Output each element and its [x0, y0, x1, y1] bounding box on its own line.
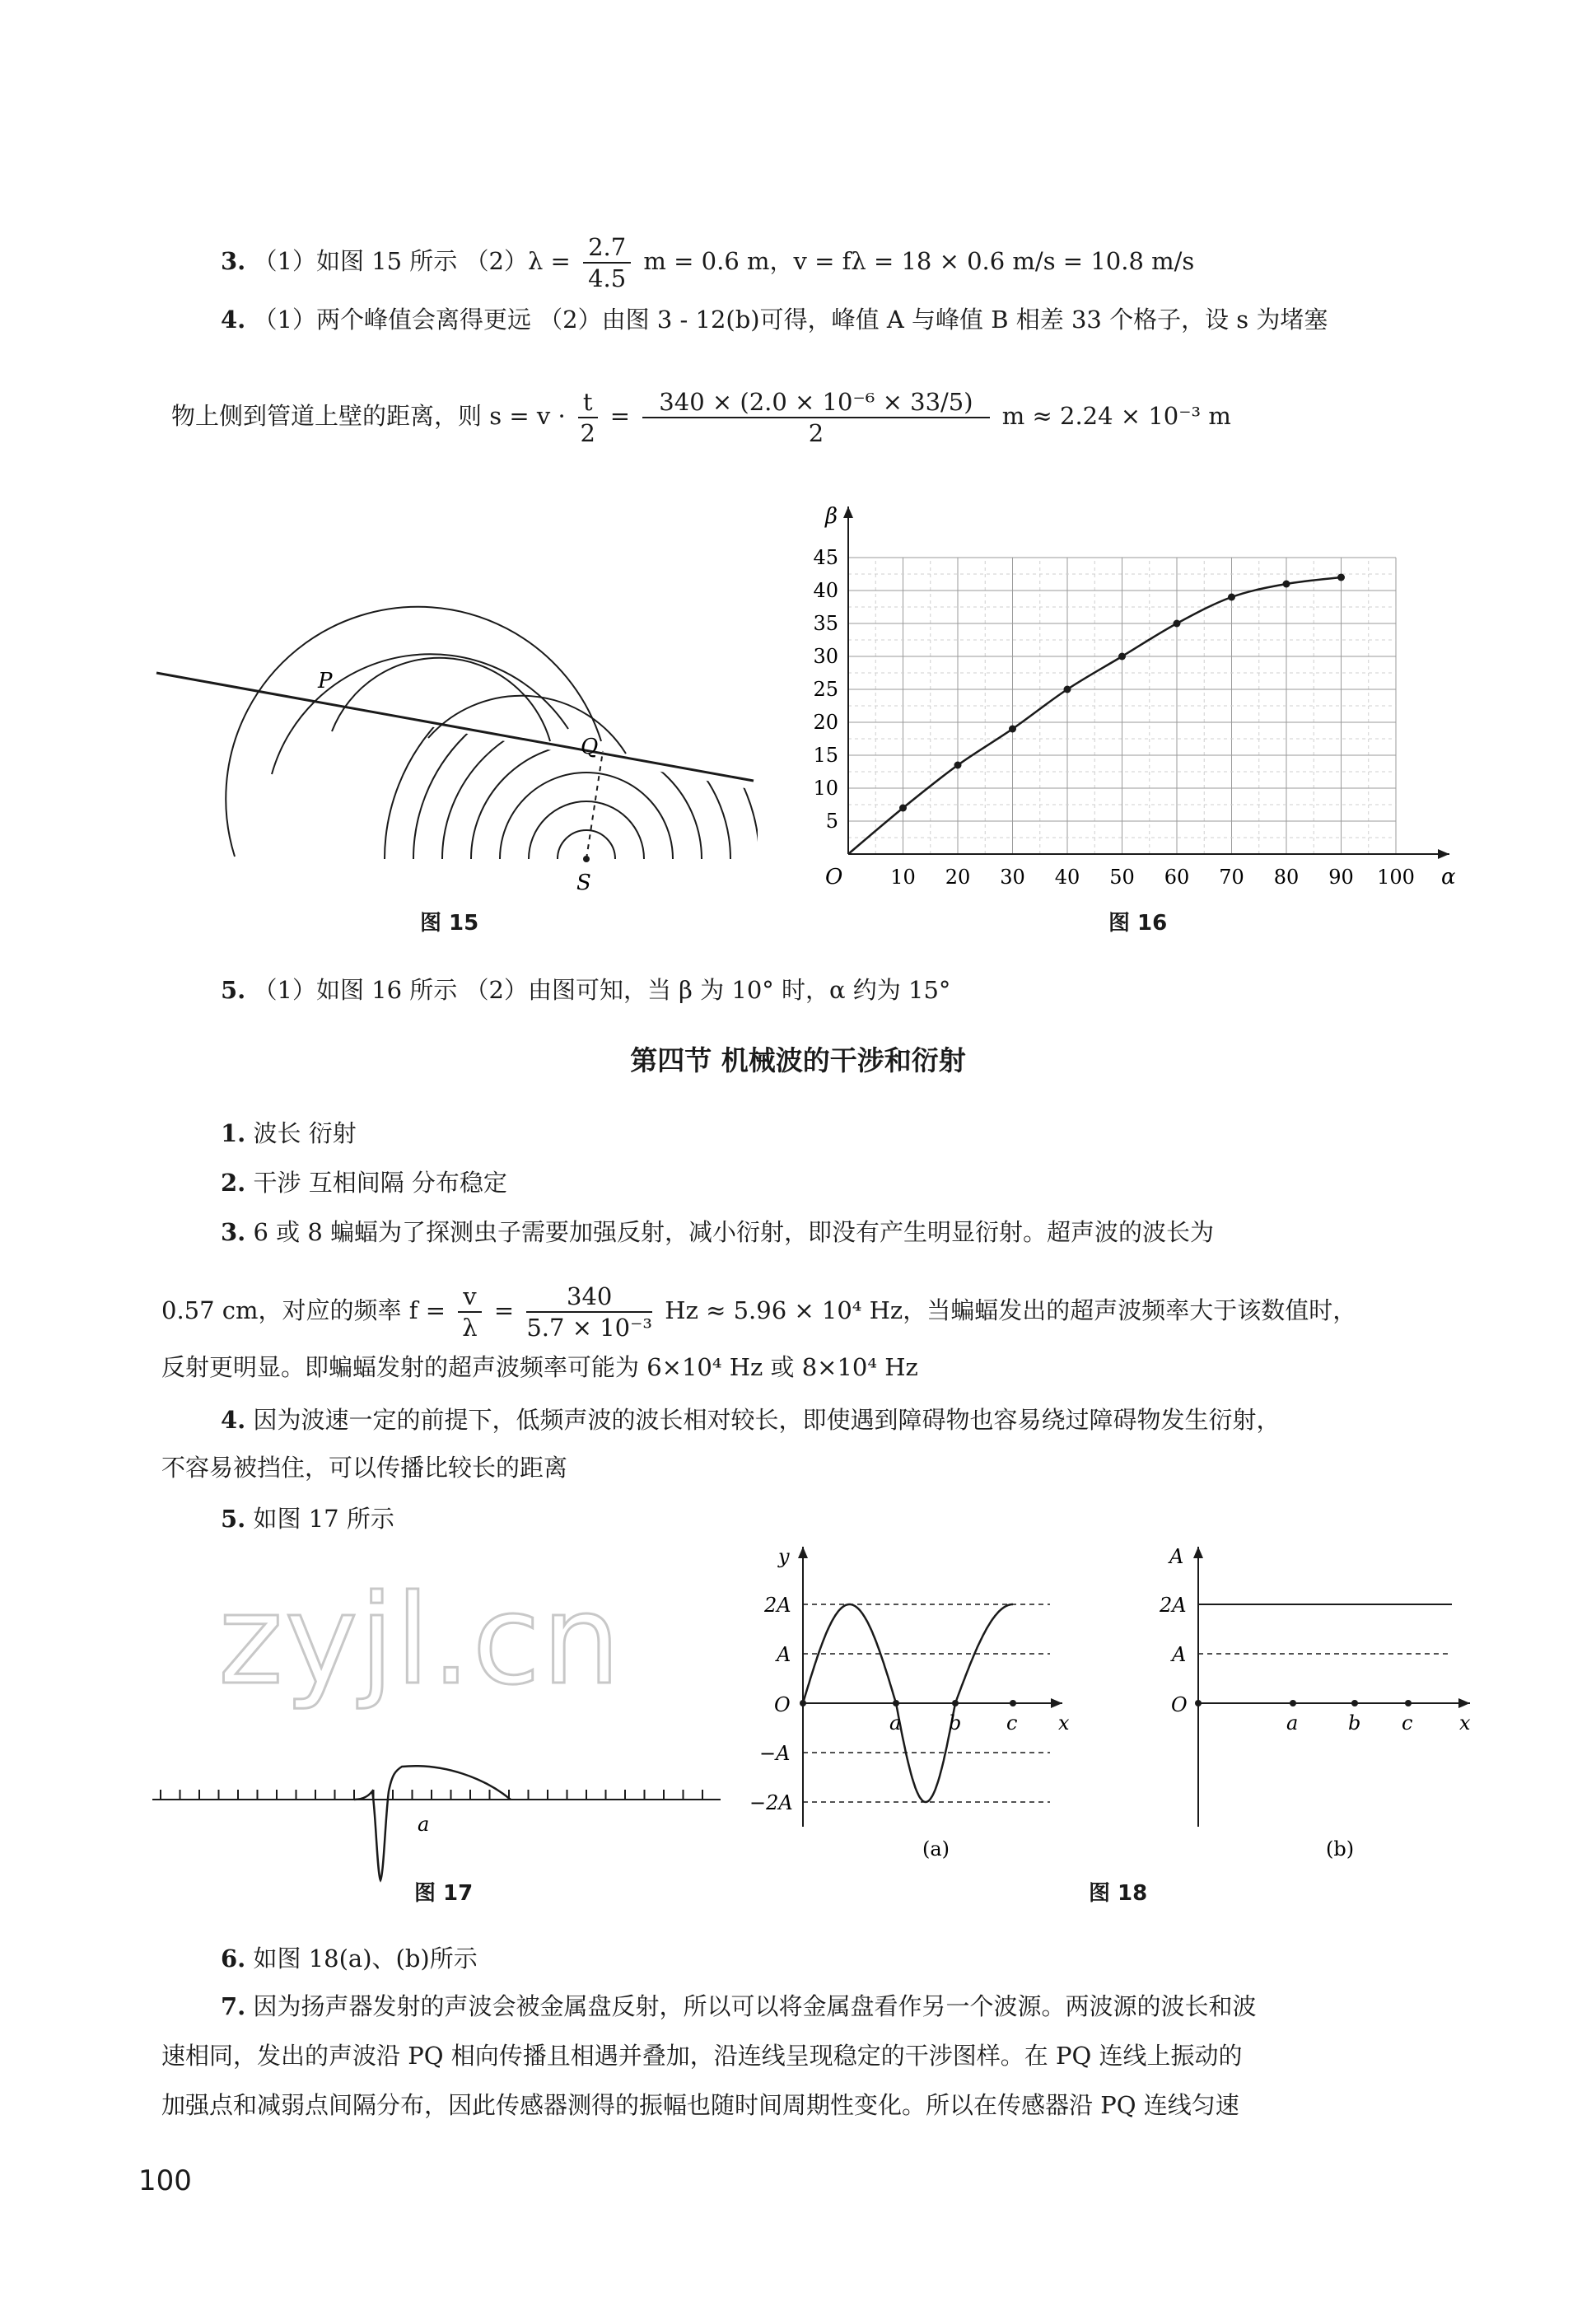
fig18a-label-a: a	[889, 1711, 902, 1734]
q4-frac-big-bot: 2	[808, 419, 824, 447]
fig18a-xlabel: x	[1058, 1711, 1070, 1734]
fig16-data-point	[899, 805, 907, 812]
fig17-label-a: a	[418, 1813, 430, 1836]
s2-q2-text: 干涉 互相间隔 分布稳定	[253, 1169, 507, 1197]
q3-text-b: m = 0.6 m，v = fλ = 18 × 0.6 m/s = 10.8 m/s	[643, 247, 1195, 275]
s2-q3-frac-v	[458, 1282, 481, 1342]
q3-text-a: （1）如图 15 所示 （2）λ =	[253, 247, 571, 275]
fig16-axes	[843, 507, 1449, 859]
s2-q6-line	[221, 1942, 478, 1975]
q3-number: 3.	[221, 247, 246, 275]
s2-q7-line-2	[161, 2039, 1242, 2072]
s2-q1-line	[221, 1117, 357, 1150]
fig18a-origin: O	[774, 1693, 791, 1716]
q4-text-2a: 物上侧到管道上壁的距离，则 s = v ·	[171, 402, 566, 430]
s2-q7-text-1: 因为扬声器发射的声波会被金属盘反射，所以可以将金属盘看作另一个波源。两波源的波长和波	[253, 1992, 1257, 2020]
fig18b-tick-a: A	[1172, 1643, 1187, 1666]
q4-frac-t-top: t	[578, 387, 598, 418]
s2-q5-line	[221, 1502, 394, 1535]
fig16-ytick-label: 15	[813, 744, 838, 767]
fig15-arc-3	[500, 773, 673, 859]
s2-q7-number: 7.	[221, 1992, 246, 2020]
s2-q3-frac-n-top: 340	[526, 1282, 652, 1313]
q4-text-1: （1）两个峰值会离得更远 （2）由图 3 - 12(b)可得，峰值 A 与峰值 B 相差 33 个格子，设 s 为堵塞	[253, 306, 1328, 334]
fig16-xtick-label: 10	[890, 866, 916, 889]
fig16-ytick-label: 25	[813, 678, 838, 701]
s2-q1-number: 1.	[221, 1119, 246, 1147]
s2-q4-number: 4.	[221, 1406, 246, 1434]
q4-frac-t	[578, 387, 598, 448]
fig16-origin: O	[825, 865, 843, 889]
fig16-data-point	[1337, 574, 1345, 581]
s2-q3-number: 3.	[221, 1218, 246, 1246]
q4-frac-big	[642, 387, 989, 448]
s2-q4-line-1	[221, 1403, 1281, 1436]
fig16-grid	[848, 558, 1396, 854]
fig16-ytick-label: 20	[813, 711, 838, 734]
fig18a-point-b	[952, 1700, 959, 1706]
s2-q7-line-1	[221, 1990, 1257, 2023]
q5-number: 5.	[221, 976, 246, 1004]
q5-text: （1）如图 16 所示 （2）由图可知，当 β 为 10° 时，α 约为 15°	[253, 976, 951, 1004]
s2-q3-frac-n-bot: 5.7 × 10⁻³	[526, 1314, 653, 1342]
figure-18b	[1153, 1538, 1482, 1860]
fig18b-xlabel: x	[1459, 1711, 1471, 1734]
fig18a-tick-neg-a: −A	[759, 1742, 791, 1765]
s2-q3-text-1: 6 或 8 蝙蝠为了探测虫子需要加强反射，减小衍射，即没有产生明显衍射。超声波的波长为	[253, 1218, 1215, 1246]
fig18b-point-b	[1351, 1700, 1358, 1706]
fig15-caption: 图 15	[420, 911, 479, 936]
figure-15	[156, 651, 782, 898]
s2-q4-text-1: 因为波速一定的前提下，低频声波的波长相对较长，即使遇到障碍物也容易绕过障碍物发生衍射，	[253, 1406, 1281, 1434]
s2-q5-number: 5.	[221, 1505, 246, 1533]
q4-line-1	[221, 303, 1328, 336]
s2-q4-line-2	[161, 1451, 567, 1484]
q4-text-2b: m ≈ 2.24 × 10⁻³ m	[1001, 402, 1231, 430]
s2-q3-frac-n	[526, 1282, 652, 1342]
fig16-data-point	[1118, 653, 1126, 661]
fig17-caption: 图 17	[414, 1881, 474, 1906]
fig15-reflector-line	[156, 673, 754, 781]
s2-q7-text-3: 加强点和减弱点间隔分布，因此传感器测得的振幅也随时间周期性变化。所以在传感器沿 PQ 连线匀速	[161, 2091, 1239, 2119]
q5-line	[221, 973, 950, 1006]
q3-line	[221, 232, 1194, 293]
q4-frac-big-top: 340 × (2.0 × 10⁻⁶ × 33/5)	[642, 387, 989, 418]
s2-q3-frac-v-top: v	[458, 1282, 481, 1313]
fig18a-ylabel: y	[778, 1545, 790, 1568]
fig15-reflected-arc-1	[332, 658, 550, 741]
s2-q3-equals: =	[493, 1296, 515, 1324]
fig16-xtick-label: 80	[1273, 866, 1300, 889]
fig18b-origin: O	[1171, 1693, 1188, 1716]
fig16-ytick-label: 35	[813, 612, 838, 635]
figure-18a	[749, 1538, 1079, 1860]
q3-frac-bot: 4.5	[588, 264, 627, 292]
fig17-pulse	[354, 1766, 511, 1880]
fig16-ytick-label: 5	[825, 810, 838, 833]
s2-q3-line-1	[221, 1216, 1214, 1249]
fig15-reflected-arc-2	[272, 654, 568, 774]
fig16-data-point	[1283, 581, 1290, 588]
fig15-label-s: S	[576, 871, 591, 895]
fig16-xtick-label: 50	[1109, 866, 1135, 889]
figure-16	[782, 498, 1458, 959]
q3-fraction	[583, 232, 631, 293]
s2-q6-number: 6.	[221, 1945, 246, 1973]
fig17-ticks	[161, 1790, 702, 1800]
fig16-data-point	[954, 762, 962, 769]
fig15-label-p: P	[318, 669, 333, 693]
fig18a-origin-dot	[800, 1700, 806, 1706]
s2-q2-number: 2.	[221, 1169, 246, 1197]
fig16-xtick-label: 70	[1219, 866, 1244, 889]
fig16-data-point	[1228, 594, 1235, 601]
fig18a-tick-a: A	[777, 1643, 791, 1666]
fig15-label-q: Q	[581, 735, 599, 759]
fig18a-label-c: c	[1006, 1711, 1018, 1734]
fig18b-ylabel: A	[1169, 1545, 1184, 1568]
page-number: 100	[138, 2164, 192, 2197]
s2-q7-text-2: 速相同，发出的声波沿 PQ 相向传播且相遇并叠加，沿连线呈现稳定的干涉图样。在 PQ 连线上振动的	[161, 2042, 1243, 2070]
s2-q1-text: 波长 衍射	[253, 1119, 357, 1147]
fig16-caption: 图 16	[1108, 911, 1168, 936]
fig18b-tick-2a: 2A	[1160, 1594, 1187, 1617]
s2-q6-text: 如图 18(a)、(b)所示	[253, 1945, 478, 1973]
fig16-xtick-label: 90	[1328, 866, 1354, 889]
fig18b-label-a: a	[1286, 1711, 1299, 1734]
s2-q3-frac-v-bot: λ	[462, 1314, 478, 1342]
s2-q3-text-3: 反射更明显。即蝙蝠发射的超声波频率可能为 6×10⁴ Hz 或 8×10⁴ Hz	[161, 1353, 918, 1381]
section-heading: 第四节 机械波的干涉和衍射	[630, 1044, 966, 1076]
s2-q7-line-3	[161, 2089, 1239, 2122]
fig18a-tick-2a: 2A	[764, 1594, 791, 1617]
q4-frac-t-bot: 2	[580, 419, 595, 447]
fig18b-origin-dot	[1195, 1700, 1202, 1706]
fig18b-point-c	[1405, 1700, 1412, 1706]
fig16-ylabel: β	[825, 504, 838, 529]
fig15-source-point	[583, 856, 590, 862]
fig18a-sublabel: (a)	[922, 1837, 950, 1860]
s2-q4-text-2: 不容易被挡住，可以传播比较长的距离	[161, 1454, 568, 1482]
fig18a-tick-neg-2a: −2A	[749, 1791, 793, 1814]
fig18b-sublabel: (b)	[1326, 1837, 1355, 1860]
s2-q2-line	[221, 1166, 507, 1199]
q4-number: 4.	[221, 306, 246, 334]
fig16-xtick-label: 20	[945, 866, 971, 889]
fig16-data-point	[1174, 620, 1181, 628]
fig18b-label-b: b	[1348, 1711, 1361, 1734]
fig18a-point-a	[893, 1700, 899, 1706]
fig16-xtick-label: 100	[1377, 866, 1415, 889]
fig16-ytick-label: 45	[813, 546, 838, 569]
q3-frac-top: 2.7	[583, 232, 631, 264]
fig18-caption: 图 18	[1089, 1881, 1148, 1906]
fig16-xtick-label: 30	[1000, 866, 1025, 889]
s2-q3-text-2a: 0.57 cm，对应的频率 f =	[161, 1296, 446, 1324]
watermark: zyjl.cn	[218, 1569, 623, 1712]
fig16-ytick-label: 30	[813, 645, 838, 668]
q4-equals: =	[609, 402, 631, 430]
fig18b-label-c: c	[1402, 1711, 1413, 1734]
fig16-xtick-label: 60	[1164, 866, 1190, 889]
fig18a-point-c	[1010, 1700, 1016, 1706]
fig18b-point-a	[1290, 1700, 1296, 1706]
fig16-data-point	[1064, 686, 1071, 693]
fig16-ytick-label: 40	[813, 579, 838, 602]
s2-q5-text: 如图 17 所示	[253, 1505, 394, 1533]
q4-line-2	[171, 387, 1231, 448]
fig18a-label-b: b	[949, 1711, 962, 1734]
s2-q3-text-2b: Hz ≈ 5.96 × 10⁴ Hz，当蝙蝠发出的超声波频率大于该数值时，	[665, 1296, 1357, 1324]
fig16-ytick-label: 10	[813, 777, 838, 800]
fig15-normal-dashed	[586, 751, 603, 859]
fig16-xtick-label: 40	[1054, 866, 1080, 889]
fig16-data-point	[1009, 726, 1016, 733]
fig16-xlabel: α	[1441, 865, 1456, 889]
s2-q3-line-2	[161, 1282, 1356, 1342]
s2-q3-line-3	[161, 1351, 918, 1384]
